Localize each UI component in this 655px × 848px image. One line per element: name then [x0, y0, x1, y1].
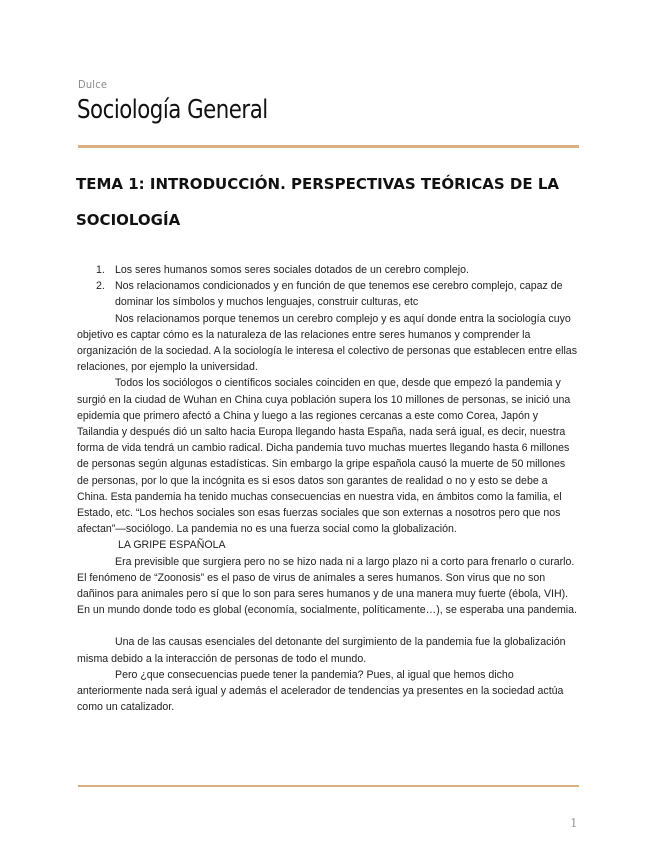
list-text: Nos relacionamos condicionados y en función de que tenemos ese cerebro complejo, capaz de dominar los símbolos y muchos lenguajes, construir culturas, etc	[115, 280, 563, 309]
paragraph: Pero ¿que consecuencias puede tener la pandemia? Pues, al igual que hemos dicho anteriormente nada será igual y además el acelerador de tendencias ya presentes en la sociedad actúa como un catalizador.	[77, 668, 564, 714]
document-title: Sociología General	[77, 95, 268, 125]
author-name: Dulce	[78, 78, 108, 91]
section-heading: TEMA 1: INTRODUCCIÓN. PERSPECTIVAS TEÓRICAS DE LA SOCIOLOGÍA	[76, 175, 559, 229]
list-number: 1.	[96, 264, 105, 276]
list-item	[77, 278, 579, 310]
paragraph: Nos relacionamos porque tenemos un cerebro complejo y es aquí donde entra la sociología cuyo objetivo es captar cómo es la naturaleza de las relaciones entre seres humanos y comprender la organización de la sociedad. A la sociología le interesa el colectivo de personas que establecen entre ellas relaciones, por ejemplo la universidad.	[77, 312, 577, 374]
footer-divider	[78, 785, 579, 787]
page-number: 1	[570, 816, 578, 830]
spacer	[77, 618, 579, 634]
subheading: LA GRIPE ESPAÑOLA	[118, 539, 226, 552]
paragraph: Una de las causas esenciales del detonante del surgimiento de la pandemia fue la globalización misma debido a la interacción de personas de todo el mundo.	[77, 636, 566, 665]
header-divider	[78, 145, 579, 148]
paragraph: Era previsible que surgiera pero no se hizo nada ni a largo plazo ni a corto para frenarlo o curarlo. El fenómeno de “Zoonosis” es el paso de virus de animales a seres humanos. Son virus que no son dañinos para animales pero sí que lo son para seres humanos y de una manera muy fuerte (ébola, VIH). En un mundo donde todo es global (economía, socialmente, políticamente…), se esperaba una pandemia.	[77, 555, 577, 617]
list-number: 2.	[96, 280, 105, 293]
list-item	[77, 262, 579, 278]
paragraph: Todos los sociólogos o científicos sociales coinciden en que, desde que empezó la pandemia y surgió en la ciudad de Wuhan en China cuya población supera los 10 millones de personas, se inició una epidemia que primero afectó a China y luego a las regiones cercanas a este como Corea, Japón y Tailandia y después dió un salto hacia Europa llegando hasta España, nada será igual, es decir, nuestra forma de vida tendrá un cambio radical. Dicha pandemia tuvo muchas muertes llegando hasta 6 millones de personas según algunas estadísticas. Sin embargo la gripe española causó la muerte de 50 millones de personas, por lo que la incógnita es si esos datos son garantes de realidad o no y esto se debe a China. Esta pandemia ha tenido muchas consecuencias en nuestra vida, en ámbitos como la familia, el Estado, etc. “Los hechos sociales son esas fuerzas sociales que son externas a nosotros pero que nos afectan”—sociólogo. La pandemia no es una fuerza social como la globalización.	[77, 377, 571, 536]
list-text: Los seres humanos somos seres sociales dotados de un cerebro complejo.	[115, 264, 469, 276]
document-body	[77, 262, 579, 715]
numbered-list	[77, 262, 579, 311]
